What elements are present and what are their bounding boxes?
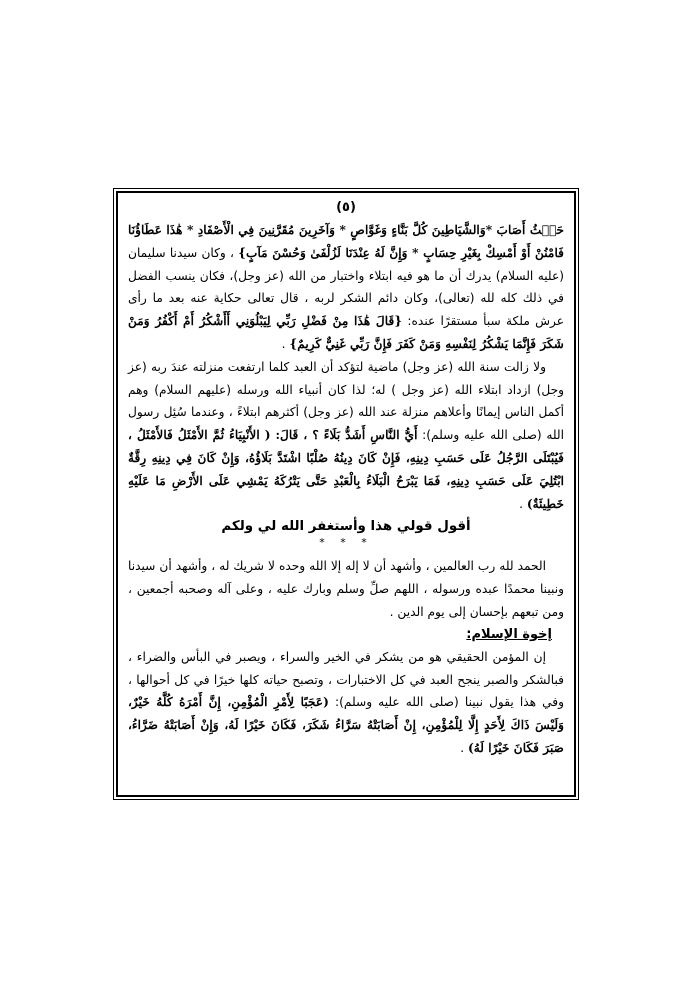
paragraph-believer: [128, 646, 564, 760]
paragraph-believer-text: إن المؤمن الحقيقي هو من يشكر في الخير والسراء ، ويصبر في البأس والضراء ، فبالشكر والصبر ينجح العبد في كل الاختبارات ، وتصبح حياته كلها خيرًا في كل أحوالها ، وفي هذا يقول نبينا (صلى الله عليه وسلم):: [128, 649, 564, 710]
paragraph-solomon: [128, 219, 564, 356]
paragraph-solomon-text: ، وكان سيدنا سليمان (عليه السلام) يدرك أن ما هو فيه ابتلاء واختبار من الله (عز وجل)، فكان ينسب الفضل في ذلك كله لله (تعالى)، وكان دائم الشكر لربه ، قال تعالى حكاية عنه بعد ما رأى عرش ملكة سبأ مستقرًا عنده:: [128, 245, 564, 329]
stars-divider: * * *: [319, 536, 373, 550]
paragraph-praise: الحمد لله رب العالمين ، وأشهد أن لا إله إلا الله وحده لا شريك له ، وأشهد أن سيدنا ونبينا محمدًا عبده ورسوله ، اللهم صلِّ وسلم وبارك عليه ، وعلى آله وصحبه أجمعين ، ومن تبعهم بإحسان إلى يوم الدين .: [128, 559, 564, 619]
paragraph-believer-end: .: [460, 740, 468, 755]
quran-verse-sad: حَيۡثُ أَصَابَ *وَالشَّيَاطِينَ كُلَّ بَنَّاءٍ وَغَوَّاصٍ * وَآخَرِينَ مُقَرَّنِينَ فِي الْأَصْفَادِ * هَٰذَا عَطَاؤُنَا فَامْنُنْ أَوْ أَمْسِكْ بِغَيْرِ حِسَابٍ * وَإِنَّ لَهُ عِنْدَنَا لَزُلْفَىٰ وَحُسْنَ مَآبٍ}: [128, 223, 564, 260]
section-heading: إخوة الإسلام:: [466, 626, 552, 642]
hadith-believer: (عَجَبًا لِأَمْرِ الْمُؤْمِنِ، إِنَّ أَمْرَهُ كُلَّهُ خَيْرٌ، وَلَيْسَ ذَاكَ لِأَحَدٍ إِلَّا لِلْمُؤْمِنِ، إِنْ أَصَابَتْهُ سَرَّاءُ شَكَرَ، فَكَانَ خَيْرًا لَهُ، وَإِنْ أَصَابَتْهُ ضَرَّاءُ، صَبَرَ فَكَانَ خَيْرًا لَهُ): [128, 695, 564, 755]
page-number: (٥): [336, 200, 356, 215]
paragraph-solomon-end: .: [281, 336, 290, 351]
closing-heading: أقول قولي هذا وأستغفر الله لي ولكم: [221, 519, 471, 535]
page-frame: [116, 191, 576, 797]
paragraph-trials: [128, 356, 564, 516]
paragraph-trials-text: ولا زالت سنة الله (عز وجل) ماضية لتؤكد أن العبد كلما ارتفعت منزلته عندَ ربه (عز وجل) ازداد ابتلاء الله (عز وجل ) له؛ لذا كان أنبياء الله ورسله (عليهم السلام) وهم أكمل الناس إيمانًا وأعلاهم منزلة عند الله (عز وجل) أكثرهم ابتلاءً ، وعندما سُئِل رسول الله (صلى الله عليه وسلم):: [128, 359, 564, 443]
quran-verse-naml: {قَالَ هَٰذَا مِنْ فَضْلِ رَبِّي لِيَبْلُوَنِي أَأَشْكُرُ أَمْ أَكْفُرُ وَمَنْ شَكَرَ فَإِنَّمَا يَشْكُرُ لِنَفْسِهِ وَمَنْ كَفَرَ فَإِنَّ رَبِّي غَنِيٌّ كَرِيمٌ}: [128, 314, 564, 351]
hadith-trials: أَيُّ النَّاسِ أَشَدُّ بَلَاءً ؟ ، قَالَ: ( الأَنْبِيَاءُ ثُمَّ الأَمْثَلُ فَالأَمْثَلُ ، فَيُبْتَلَى الرَّجُلُ عَلَى حَسَبِ دِينِهِ، فَإِنْ كَانَ دِينُهُ صُلْبًا اشْتَدَّ بَلَاؤُهُ، وَإِنْ كَانَ فِي دِينِهِ رِقَّةٌ ابْتُلِيَ عَلَى حَسَبِ دِينِهِ، فَمَا يَبْرَحُ الْبَلَاءُ بِالْعَبْدِ حَتَّى يَتْرُكَهُ يَمْشِي عَلَى الأَرْضِ مَا عَلَيْهِ خَطِيئَةٌ): [128, 428, 564, 511]
paragraph-trials-end: .: [519, 496, 527, 511]
